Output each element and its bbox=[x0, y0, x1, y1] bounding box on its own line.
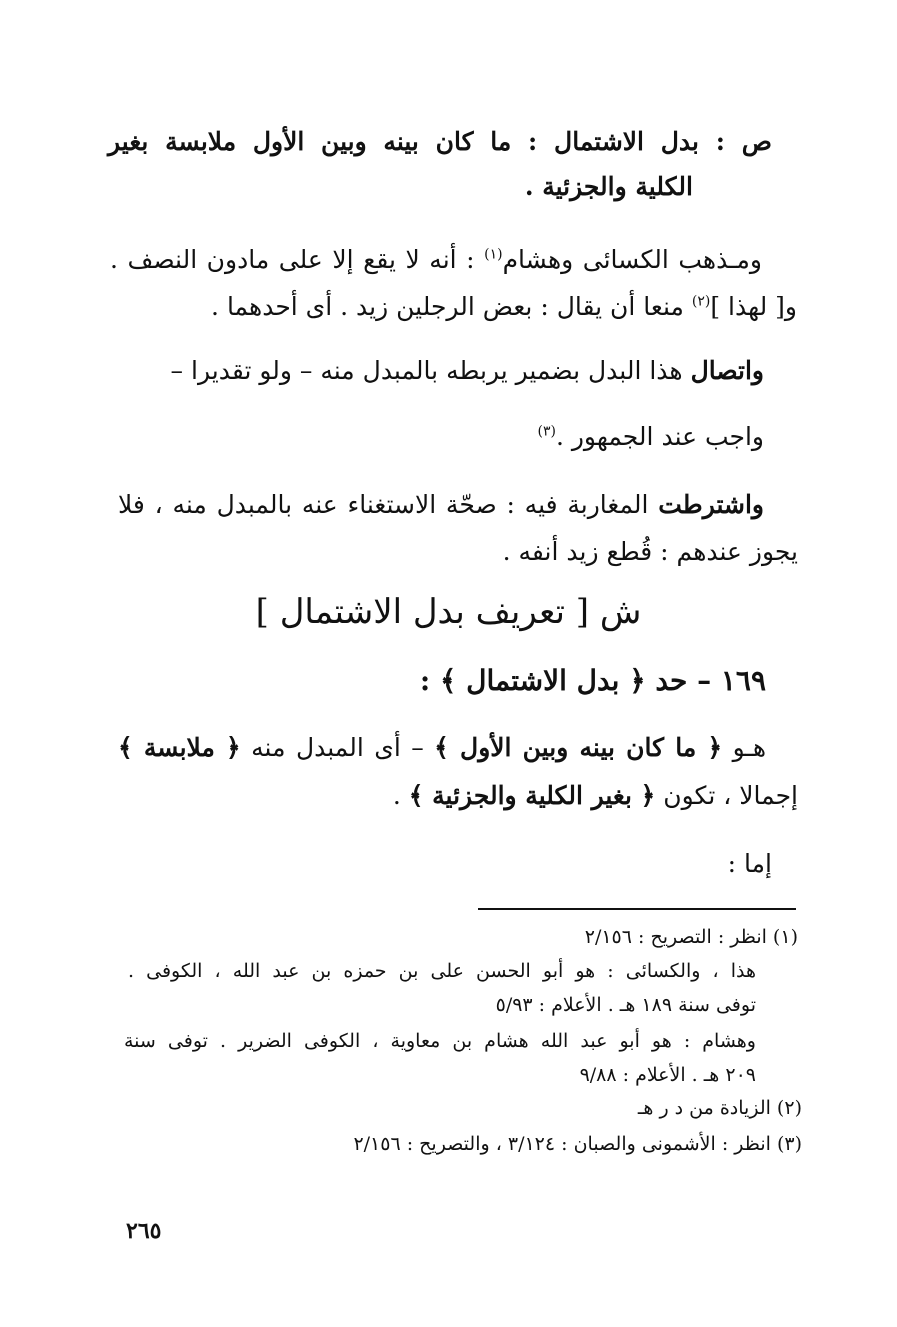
body-text-d: . bbox=[392, 781, 409, 810]
para3-line-1 bbox=[118, 490, 764, 519]
item-169-heading bbox=[300, 664, 766, 697]
para2-line-2 bbox=[222, 422, 764, 451]
para2-line-1 bbox=[170, 356, 764, 385]
body-line-2 bbox=[118, 781, 798, 810]
para3-lead-word: واشترطت bbox=[658, 490, 764, 519]
para1-text-c: و[ لهذا ] bbox=[710, 292, 797, 321]
footnote-ref-2: (٢) bbox=[691, 293, 711, 310]
footnote-1-line-2: هذا ، والكسائى : هو أبو الحسن على بن حمزه بن عبد الله ، الكوفى . bbox=[128, 960, 756, 982]
matn-line-2: الكلية والجزئية . bbox=[524, 172, 693, 201]
page-number: ٢٦٥ bbox=[126, 1218, 162, 1244]
footnote-ref-3: (٣) bbox=[537, 423, 556, 440]
para2-lead-word: واتصال bbox=[690, 356, 764, 385]
body-text-c: إجمالا ، تكون bbox=[655, 781, 798, 810]
footnote-1-line-4: وهشام : هو أبو عبد الله هشام بن معاوية ، الكوفى الضرير . توفى سنة bbox=[124, 1030, 756, 1052]
footnote-ref-1: (١) bbox=[484, 246, 503, 263]
sharh-heading: ش [ تعريف بدل الاشتمال ] bbox=[255, 592, 642, 632]
para3-text: المغاربة فيه : صحّة الاستغناء عنه بالمبدل منه ، فلا bbox=[118, 490, 659, 519]
body-text-a: هـو bbox=[722, 733, 767, 762]
para3-line-2: يجوز عندهم : قُطع زيد أنفه . bbox=[502, 537, 798, 566]
item-number: ١٦٩ – حد bbox=[655, 664, 766, 697]
matn-line-1 bbox=[108, 127, 772, 156]
footnote-1-line-5: ٢٠٩ هـ . الأعلام : ٩/٨٨ bbox=[579, 1064, 756, 1086]
para1-line-2 bbox=[110, 292, 797, 321]
footnote-separator bbox=[478, 908, 796, 910]
body-line-3: إما : bbox=[727, 849, 772, 878]
item-term: ﴿ بدل الاشتمال ﴾ bbox=[439, 664, 646, 697]
para1-text-a: ومـذهب الكسائى وهشام bbox=[502, 245, 763, 274]
para1-text-b: : أنه لا يقع إلا على مادون النصف . bbox=[110, 245, 485, 274]
footnote-1: (١) انظر : التصريح : ٢/١٥٦ bbox=[584, 926, 798, 948]
body-line-1 bbox=[118, 733, 766, 762]
body-term-3: ﴿ بغير الكلية والجزئية ﴾ bbox=[408, 781, 656, 810]
footnote-1-line-3: توفى سنة ١٨٩ هـ . الأعلام : ٥/٩٣ bbox=[495, 994, 756, 1016]
body-text-b: – أى المبدل منه bbox=[240, 733, 435, 762]
para2-text: هذا البدل بضمير يربطه بالمبدل منه – ولو تقديرا – bbox=[170, 356, 691, 385]
para1-text-d: منعا أن يقال : بعض الرجلين زيد . أى أحدهما . bbox=[211, 292, 692, 321]
item-colon: : bbox=[419, 664, 440, 697]
footnote-2: (٢) الزيادة من د ر هـ bbox=[637, 1097, 802, 1119]
body-term-1: ﴿ ما كان بينه وبين الأول ﴾ bbox=[434, 733, 723, 762]
para1-line-1 bbox=[110, 245, 762, 274]
matn-marker: ص : bbox=[715, 127, 772, 156]
para2-text-2: واجب عند الجمهور . bbox=[555, 422, 764, 451]
body-term-2: ﴿ ملابسة ﴾ bbox=[118, 733, 241, 762]
footnote-3: (٣) انظر : الأشمونى والصبان : ٣/١٢٤ ، والتصريح : ٢/١٥٦ bbox=[353, 1133, 802, 1155]
matn-text-1: بدل الاشتمال : ما كان بينه وبين الأول ملابسة بغير bbox=[108, 127, 699, 156]
